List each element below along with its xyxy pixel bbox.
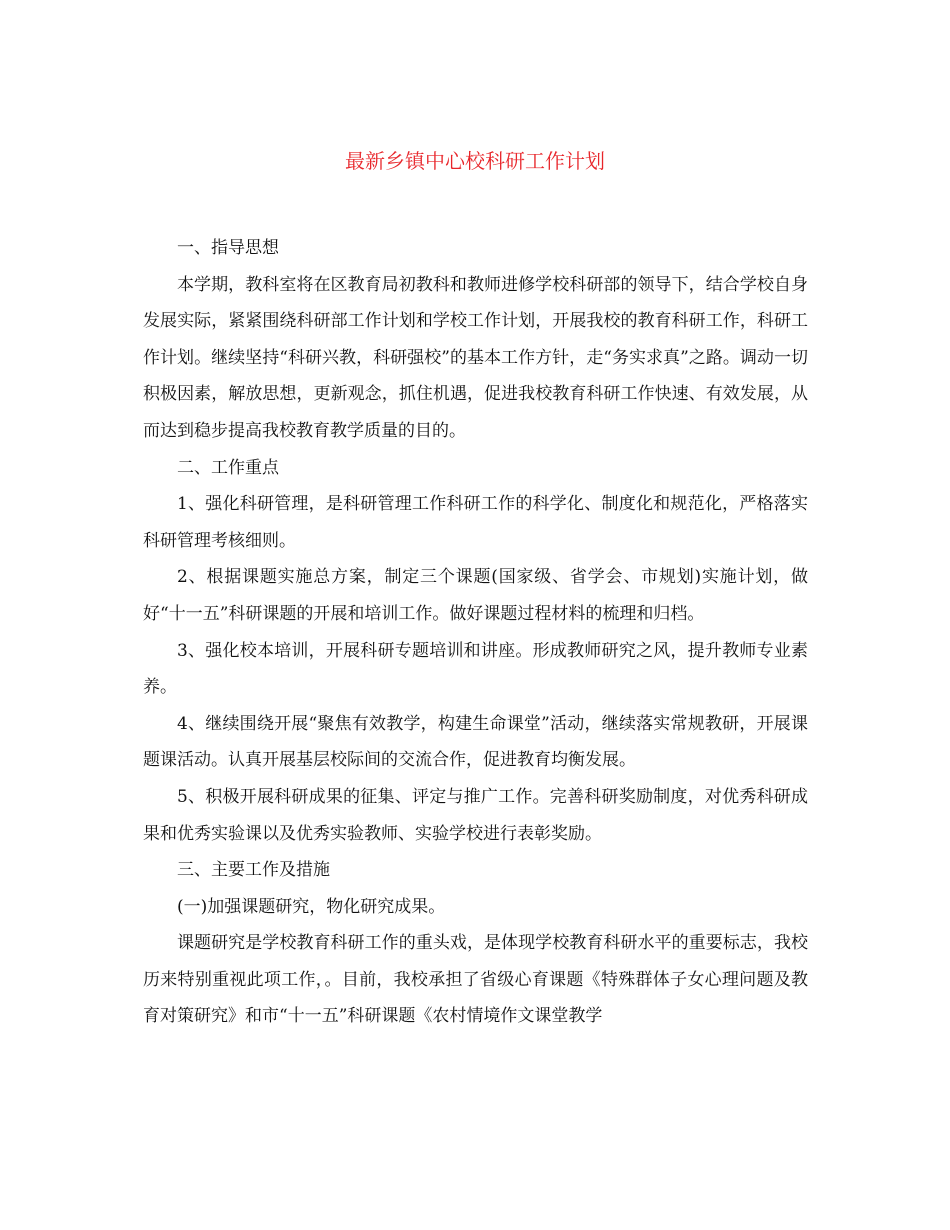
- section-heading-main-measures: 三、主要工作及措施: [177, 860, 330, 881]
- section-heading-guiding-ideology: 一、指导思想: [177, 238, 279, 258]
- list-item: 3、强化校本培训，开展科研专题培训和讲座。形成教师研究之风，提升教师专业素养。: [143, 640, 808, 698]
- list-item: 1、强化科研管理，是科研管理工作科研工作的科学化、制度化和规范化，严格落实科研管理考核细则。: [143, 494, 808, 551]
- document-title: 最新乡镇中心校科研工作计划: [345, 149, 605, 173]
- paragraph: 课题研究是学校教育科研工作的重头戏，是体现学校教育科研水平的重要标志，我校历来特别重视此项工作，。目前，我校承担了省级心育课题《特殊群体子女心理问题及教育对策研究》和市“十一五”科研课题《农村情境作文课堂教学: [143, 933, 808, 1027]
- paragraph: 本学期，教科室将在区教育局初教科和教师进修学校科研部的领导下，结合学校自身发展实际，紧紧围绕科研部工作计划和学校工作计划，开展我校的教育科研工作，科研工作计划。继续坚持“科研兴教，科研强校”的基本工作方针，走“务实求真”之路。调动一切积极因素，解放思想，更新观念，抓住机遇，促进我校教育科研工作快速、有效发展，从而达到稳步提高我校教育教学质量的目的。: [143, 274, 808, 441]
- list-item: 5、积极开展科研成果的征集、评定与推广工作。完善科研奖励制度，对优秀科研成果和优秀实验课以及优秀实验教师、实验学校进行表彰奖励。: [143, 786, 808, 844]
- section-heading-work-focus: 二、工作重点: [177, 457, 279, 478]
- document-body: [143, 230, 808, 1035]
- subsection-heading: (一)加强课题研究，物化研究成果。: [177, 896, 446, 917]
- list-item: 4、继续围绕开展“聚焦有效教学，构建生命课堂”活动，继续落实常规教研，开展课题课活动。认真开展基层校际间的交流合作，促进教育均衡发展。: [143, 713, 808, 771]
- list-item: 2、根据课题实施总方案，制定三个课题(国家级、省学会、市规划)实施计划，做好“十一五”科研课题的开展和培训工作。做好课题过程材料的梳理和归档。: [143, 567, 808, 624]
